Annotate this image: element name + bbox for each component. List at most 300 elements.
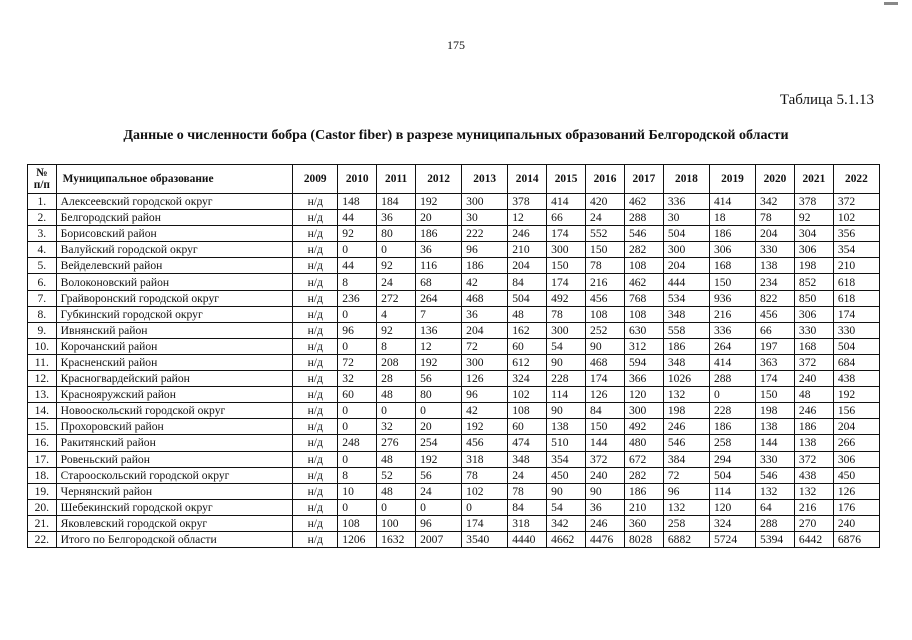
- cell-value: 56: [416, 371, 462, 387]
- cell-value: 138: [756, 419, 795, 435]
- cell-value: 450: [833, 467, 879, 483]
- cell-value: 18: [709, 210, 755, 226]
- cell-value: 102: [462, 483, 508, 499]
- cell-value: 504: [508, 290, 547, 306]
- cell-value: 150: [547, 258, 586, 274]
- cell-value: 462: [624, 274, 663, 290]
- cell-value: 300: [547, 322, 586, 338]
- cell-value: 768: [624, 290, 663, 306]
- cell-value: 372: [794, 451, 833, 467]
- cell-value: 84: [586, 403, 625, 419]
- cell-value: 300: [547, 242, 586, 258]
- cell-value: 96: [462, 242, 508, 258]
- cell-value: 192: [416, 354, 462, 370]
- cell-value: 72: [338, 354, 377, 370]
- cell-value: 10: [338, 483, 377, 499]
- cell-value: 204: [756, 226, 795, 242]
- cell-value: 0: [416, 403, 462, 419]
- cell-municipality: Шебекинский городской округ: [56, 499, 293, 515]
- cell-value: 372: [794, 354, 833, 370]
- cell-row-number: 22.: [28, 531, 57, 547]
- cell-value: 414: [709, 354, 755, 370]
- cell-value: 90: [547, 403, 586, 419]
- cell-value: 44: [338, 210, 377, 226]
- cell-value: 294: [709, 451, 755, 467]
- cell-value: 198: [794, 258, 833, 274]
- cell-value: 356: [833, 226, 879, 242]
- cell-value: 32: [338, 371, 377, 387]
- cell-value: 276: [377, 435, 416, 451]
- cell-no-data: н/д: [293, 467, 338, 483]
- cell-value: 42: [462, 274, 508, 290]
- cell-value: 174: [833, 306, 879, 322]
- scan-artifact: [884, 2, 898, 5]
- cell-value: 254: [416, 435, 462, 451]
- cell-value: 282: [624, 467, 663, 483]
- cell-no-data: н/д: [293, 499, 338, 515]
- header-year: 2011: [377, 165, 416, 194]
- cell-row-number: 7.: [28, 290, 57, 306]
- cell-value: 474: [508, 435, 547, 451]
- table-row: [28, 435, 880, 451]
- cell-value: 348: [508, 451, 547, 467]
- cell-value: 336: [663, 194, 709, 210]
- cell-value: 186: [624, 483, 663, 499]
- cell-value: 0: [377, 499, 416, 515]
- cell-value: 450: [547, 467, 586, 483]
- cell-value: 96: [338, 322, 377, 338]
- table-row: [28, 531, 880, 547]
- cell-value: 300: [462, 354, 508, 370]
- cell-value: 3540: [462, 531, 508, 547]
- cell-value: 234: [756, 274, 795, 290]
- cell-municipality: Прохоровский район: [56, 419, 293, 435]
- cell-value: 456: [586, 290, 625, 306]
- cell-value: 100: [377, 515, 416, 531]
- cell-value: 348: [663, 306, 709, 322]
- cell-value: 92: [338, 226, 377, 242]
- cell-value: 60: [338, 387, 377, 403]
- cell-value: 0: [416, 499, 462, 515]
- cell-no-data: н/д: [293, 210, 338, 226]
- cell-value: 96: [663, 483, 709, 499]
- cell-value: 1026: [663, 371, 709, 387]
- cell-municipality: Волоконовский район: [56, 274, 293, 290]
- cell-value: 210: [508, 242, 547, 258]
- cell-value: 30: [663, 210, 709, 226]
- cell-value: 546: [624, 226, 663, 242]
- cell-no-data: н/д: [293, 194, 338, 210]
- cell-value: 288: [756, 515, 795, 531]
- cell-no-data: н/д: [293, 451, 338, 467]
- cell-no-data: н/д: [293, 242, 338, 258]
- cell-value: 150: [709, 274, 755, 290]
- cell-value: 282: [624, 242, 663, 258]
- cell-value: 684: [833, 354, 879, 370]
- cell-value: 162: [508, 322, 547, 338]
- cell-value: 318: [508, 515, 547, 531]
- table-caption: Таблица 5.1.13: [779, 92, 874, 108]
- table-row: [28, 371, 880, 387]
- cell-value: 252: [586, 322, 625, 338]
- cell-municipality: Краснояружский район: [56, 387, 293, 403]
- cell-value: 5394: [756, 531, 795, 547]
- cell-value: 4476: [586, 531, 625, 547]
- cell-value: 363: [756, 354, 795, 370]
- cell-value: 850: [794, 290, 833, 306]
- cell-value: 378: [794, 194, 833, 210]
- cell-value: 246: [794, 403, 833, 419]
- cell-value: 78: [756, 210, 795, 226]
- cell-value: 210: [833, 258, 879, 274]
- table-body: [28, 194, 880, 548]
- cell-municipality: Ровеньский район: [56, 451, 293, 467]
- cell-row-number: 20.: [28, 499, 57, 515]
- cell-value: 90: [547, 483, 586, 499]
- cell-value: 288: [624, 210, 663, 226]
- cell-value: 186: [709, 226, 755, 242]
- cell-value: 96: [462, 387, 508, 403]
- cell-value: 168: [709, 258, 755, 274]
- cell-value: 216: [586, 274, 625, 290]
- cell-value: 126: [462, 371, 508, 387]
- cell-row-number: 9.: [28, 322, 57, 338]
- cell-value: 246: [586, 515, 625, 531]
- cell-value: 306: [709, 242, 755, 258]
- cell-value: 204: [663, 258, 709, 274]
- cell-value: 176: [833, 499, 879, 515]
- cell-value: 36: [462, 306, 508, 322]
- cell-value: 126: [586, 387, 625, 403]
- cell-value: 8: [338, 467, 377, 483]
- cell-municipality: Борисовский район: [56, 226, 293, 242]
- cell-value: 78: [462, 467, 508, 483]
- cell-value: 546: [663, 435, 709, 451]
- cell-value: 78: [586, 258, 625, 274]
- cell-value: 438: [833, 371, 879, 387]
- cell-value: 354: [547, 451, 586, 467]
- cell-value: 24: [416, 483, 462, 499]
- header-year: 2021: [794, 165, 833, 194]
- cell-value: 108: [338, 515, 377, 531]
- cell-value: 504: [833, 338, 879, 354]
- cell-value: 90: [586, 483, 625, 499]
- cell-row-number: 2.: [28, 210, 57, 226]
- cell-value: 330: [794, 322, 833, 338]
- cell-value: 150: [756, 387, 795, 403]
- cell-value: 0: [338, 499, 377, 515]
- cell-value: 120: [709, 499, 755, 515]
- cell-value: 492: [624, 419, 663, 435]
- header-year: 2016: [586, 165, 625, 194]
- cell-value: 210: [624, 499, 663, 515]
- table-row: [28, 387, 880, 403]
- cell-value: 558: [663, 322, 709, 338]
- cell-value: 192: [416, 194, 462, 210]
- cell-value: 822: [756, 290, 795, 306]
- cell-value: 240: [794, 371, 833, 387]
- cell-no-data: н/д: [293, 274, 338, 290]
- cell-value: 236: [338, 290, 377, 306]
- cell-value: 0: [338, 419, 377, 435]
- cell-value: 54: [547, 338, 586, 354]
- cell-value: 204: [462, 322, 508, 338]
- cell-municipality: Итого по Белгородской области: [56, 531, 293, 547]
- cell-value: 5724: [709, 531, 755, 547]
- header-year: 2019: [709, 165, 755, 194]
- cell-value: 126: [833, 483, 879, 499]
- cell-value: 1206: [338, 531, 377, 547]
- cell-row-number: 4.: [28, 242, 57, 258]
- table-row: [28, 322, 880, 338]
- cell-no-data: н/д: [293, 322, 338, 338]
- cell-value: 174: [756, 371, 795, 387]
- table-row: [28, 226, 880, 242]
- cell-value: 184: [377, 194, 416, 210]
- cell-value: 552: [586, 226, 625, 242]
- cell-row-number: 17.: [28, 451, 57, 467]
- cell-value: 4440: [508, 531, 547, 547]
- cell-value: 78: [508, 483, 547, 499]
- cell-value: 228: [709, 403, 755, 419]
- cell-value: 306: [794, 306, 833, 322]
- cell-value: 8: [377, 338, 416, 354]
- cell-value: 304: [794, 226, 833, 242]
- cell-value: 438: [794, 467, 833, 483]
- cell-municipality: Ивнянский район: [56, 322, 293, 338]
- cell-municipality: Ракитянский район: [56, 435, 293, 451]
- cell-value: 144: [756, 435, 795, 451]
- cell-municipality: Красненский район: [56, 354, 293, 370]
- cell-value: 852: [794, 274, 833, 290]
- cell-no-data: н/д: [293, 531, 338, 547]
- cell-value: 48: [377, 483, 416, 499]
- table-row: [28, 354, 880, 370]
- cell-value: 186: [709, 419, 755, 435]
- cell-municipality: Красногвардейский район: [56, 371, 293, 387]
- cell-value: 0: [338, 338, 377, 354]
- cell-no-data: н/д: [293, 371, 338, 387]
- table-row: [28, 499, 880, 515]
- cell-value: 258: [663, 515, 709, 531]
- cell-value: 108: [586, 306, 625, 322]
- cell-value: 12: [508, 210, 547, 226]
- cell-value: 36: [586, 499, 625, 515]
- cell-value: 60: [508, 419, 547, 435]
- cell-value: 72: [462, 338, 508, 354]
- cell-value: 0: [377, 403, 416, 419]
- cell-value: 0: [338, 306, 377, 322]
- cell-value: 192: [462, 419, 508, 435]
- cell-value: 32: [377, 419, 416, 435]
- cell-value: 0: [462, 499, 508, 515]
- cell-value: 456: [462, 435, 508, 451]
- cell-value: 108: [624, 258, 663, 274]
- cell-value: 420: [586, 194, 625, 210]
- cell-value: 612: [508, 354, 547, 370]
- cell-value: 480: [624, 435, 663, 451]
- cell-value: 186: [794, 419, 833, 435]
- cell-no-data: н/д: [293, 354, 338, 370]
- table-row: [28, 467, 880, 483]
- cell-no-data: н/д: [293, 338, 338, 354]
- cell-no-data: н/д: [293, 435, 338, 451]
- cell-value: 192: [416, 451, 462, 467]
- table-row: [28, 258, 880, 274]
- cell-value: 138: [547, 419, 586, 435]
- cell-value: 504: [709, 467, 755, 483]
- cell-no-data: н/д: [293, 419, 338, 435]
- cell-value: 1632: [377, 531, 416, 547]
- cell-value: 64: [756, 499, 795, 515]
- cell-value: 630: [624, 322, 663, 338]
- cell-value: 330: [756, 242, 795, 258]
- cell-value: 36: [416, 242, 462, 258]
- cell-value: 266: [833, 435, 879, 451]
- cell-value: 672: [624, 451, 663, 467]
- cell-value: 228: [547, 371, 586, 387]
- cell-value: 222: [462, 226, 508, 242]
- cell-value: 6876: [833, 531, 879, 547]
- header-year: 2020: [756, 165, 795, 194]
- cell-value: 618: [833, 290, 879, 306]
- cell-municipality: Валуйский городской округ: [56, 242, 293, 258]
- cell-value: 66: [756, 322, 795, 338]
- cell-value: 330: [833, 322, 879, 338]
- cell-value: 92: [377, 322, 416, 338]
- cell-value: 96: [416, 515, 462, 531]
- cell-value: 90: [547, 354, 586, 370]
- cell-value: 138: [756, 258, 795, 274]
- cell-value: 300: [624, 403, 663, 419]
- beaver-population-table: [27, 164, 880, 548]
- cell-value: 42: [462, 403, 508, 419]
- cell-value: 66: [547, 210, 586, 226]
- cell-value: 330: [756, 451, 795, 467]
- cell-value: 272: [377, 290, 416, 306]
- cell-value: 342: [547, 515, 586, 531]
- cell-value: 116: [416, 258, 462, 274]
- cell-value: 114: [547, 387, 586, 403]
- cell-value: 132: [663, 387, 709, 403]
- cell-value: 150: [586, 419, 625, 435]
- cell-value: 136: [416, 322, 462, 338]
- cell-value: 414: [547, 194, 586, 210]
- cell-value: 0: [338, 403, 377, 419]
- cell-municipality: Губкинский городской округ: [56, 306, 293, 322]
- cell-municipality: Старооскольский городской округ: [56, 467, 293, 483]
- cell-value: 6882: [663, 531, 709, 547]
- cell-value: 186: [462, 258, 508, 274]
- cell-row-number: 18.: [28, 467, 57, 483]
- cell-value: 534: [663, 290, 709, 306]
- cell-row-number: 8.: [28, 306, 57, 322]
- cell-value: 186: [663, 338, 709, 354]
- cell-value: 84: [508, 274, 547, 290]
- header-year: 2022: [833, 165, 879, 194]
- cell-value: 20: [416, 419, 462, 435]
- cell-value: 372: [833, 194, 879, 210]
- table-row: [28, 403, 880, 419]
- cell-value: 0: [338, 451, 377, 467]
- cell-value: 132: [756, 483, 795, 499]
- cell-row-number: 10.: [28, 338, 57, 354]
- cell-value: 8028: [624, 531, 663, 547]
- cell-value: 270: [794, 515, 833, 531]
- cell-value: 7: [416, 306, 462, 322]
- cell-value: 0: [338, 242, 377, 258]
- header-year: 2015: [547, 165, 586, 194]
- table-row: [28, 194, 880, 210]
- cell-value: 264: [416, 290, 462, 306]
- cell-value: 174: [547, 226, 586, 242]
- header-year: 2013: [462, 165, 508, 194]
- table-row: [28, 290, 880, 306]
- cell-value: 264: [709, 338, 755, 354]
- table-header-row: [28, 165, 880, 194]
- header-number: № п/п: [28, 165, 57, 194]
- cell-value: 342: [756, 194, 795, 210]
- cell-value: 84: [508, 499, 547, 515]
- header-year: 2018: [663, 165, 709, 194]
- cell-row-number: 21.: [28, 515, 57, 531]
- cell-value: 208: [377, 354, 416, 370]
- cell-value: 240: [586, 467, 625, 483]
- table-row: [28, 274, 880, 290]
- cell-value: 68: [416, 274, 462, 290]
- cell-value: 102: [508, 387, 547, 403]
- table-row: [28, 419, 880, 435]
- cell-value: 366: [624, 371, 663, 387]
- cell-value: 28: [377, 371, 416, 387]
- cell-value: 2007: [416, 531, 462, 547]
- cell-value: 324: [508, 371, 547, 387]
- cell-value: 414: [709, 194, 755, 210]
- cell-value: 168: [794, 338, 833, 354]
- cell-value: 198: [663, 403, 709, 419]
- cell-value: 240: [833, 515, 879, 531]
- cell-value: 468: [586, 354, 625, 370]
- table-row: [28, 515, 880, 531]
- cell-municipality: Вейделевский район: [56, 258, 293, 274]
- table-row: [28, 242, 880, 258]
- cell-value: 54: [547, 499, 586, 515]
- cell-value: 546: [756, 467, 795, 483]
- cell-value: 48: [508, 306, 547, 322]
- cell-row-number: 11.: [28, 354, 57, 370]
- table-row: [28, 338, 880, 354]
- cell-value: 246: [663, 419, 709, 435]
- cell-value: 60: [508, 338, 547, 354]
- cell-row-number: 19.: [28, 483, 57, 499]
- cell-value: 216: [709, 306, 755, 322]
- cell-value: 204: [833, 419, 879, 435]
- cell-value: 48: [794, 387, 833, 403]
- cell-no-data: н/д: [293, 226, 338, 242]
- cell-value: 198: [756, 403, 795, 419]
- cell-municipality: Новооскольский городской округ: [56, 403, 293, 419]
- cell-no-data: н/д: [293, 515, 338, 531]
- cell-municipality: Белгородский район: [56, 210, 293, 226]
- cell-value: 44: [338, 258, 377, 274]
- cell-value: 0: [709, 387, 755, 403]
- page-number: 175: [447, 38, 465, 52]
- cell-row-number: 12.: [28, 371, 57, 387]
- cell-value: 492: [547, 290, 586, 306]
- cell-value: 462: [624, 194, 663, 210]
- cell-value: 4662: [547, 531, 586, 547]
- cell-value: 300: [663, 242, 709, 258]
